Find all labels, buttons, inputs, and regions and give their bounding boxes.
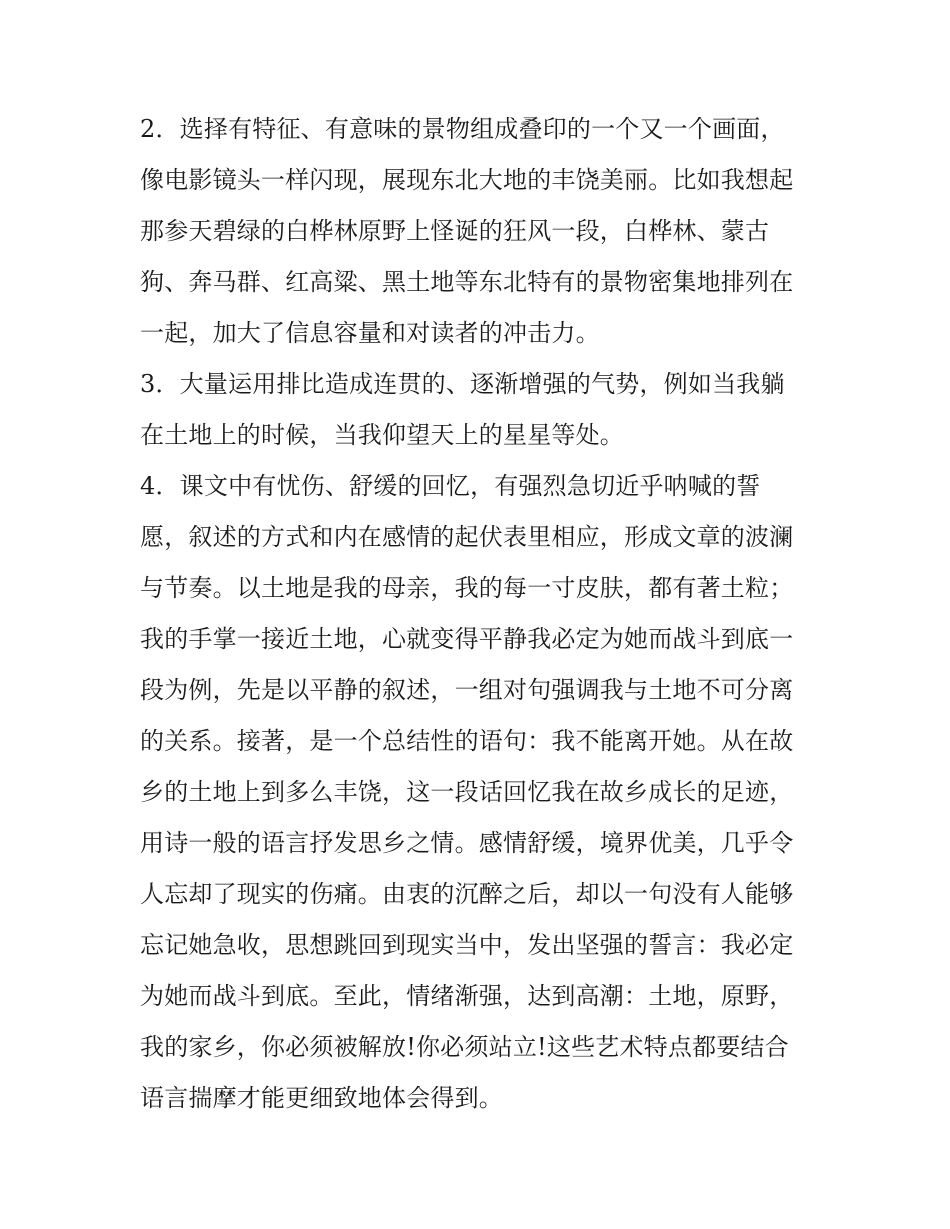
text-line: 与节奏。以土地是我的母亲，我的每一寸皮肤，都有著土粒； <box>140 574 794 602</box>
text-line: 狗、奔马群、红高粱、黑土地等东北特有的景物密集地排列在 <box>140 268 794 296</box>
text-line: 4．课文中有忧伤、舒缓的回忆，有强烈急切近乎呐喊的誓 <box>140 472 761 500</box>
text-line: 为她而战斗到底。至此，情绪渐强，达到高潮：土地，原野， <box>140 982 794 1010</box>
text-line: 愿，叙述的方式和内在感情的起伏表里相应，形成文章的波澜 <box>140 523 794 551</box>
text-line: 的关系。接著，是一个总结性的语句：我不能离开她。从在故 <box>140 727 794 755</box>
text-line: 忘记她急收，思想跳回到现实当中，发出坚强的誓言：我必定 <box>140 931 794 959</box>
text-line: 一起，加大了信息容量和对读者的冲击力。 <box>140 319 600 347</box>
text-line: 在土地上的时候，当我仰望天上的星星等处。 <box>140 421 624 449</box>
text-line: 段为例，先是以平静的叙述，一组对句强调我与土地不可分离 <box>140 676 794 704</box>
text-line: 那参天碧绿的白桦林原野上怪诞的狂风一段，白桦林、蒙古 <box>140 217 770 245</box>
text-line: 人忘却了现实的伤痛。由衷的沉醉之后，却以一句没有人能够 <box>140 880 794 908</box>
text-line: 像电影镜头一样闪现，展现东北大地的丰饶美丽。比如我想起 <box>140 166 794 194</box>
text-line: 3．大量运用排比造成连贯的、逐渐增强的气势，例如当我躺 <box>140 370 785 398</box>
text-line: 我的手掌一接近土地，心就变得平静我必定为她而战斗到底一 <box>140 625 794 653</box>
text-line: 语言揣摩才能更细致地体会得到。 <box>140 1084 503 1112</box>
text-line: 用诗一般的语言抒发思乡之情。感情舒缓，境界优美，几乎令 <box>140 829 794 857</box>
body-text <box>140 104 816 1124</box>
text-line: 乡的土地上到多么丰饶，这一段话回忆我在故乡成长的足迹， <box>140 778 794 806</box>
text-line: 我的家乡，你必须被解放!你必须站立!这些艺术特点都要结合 <box>140 1033 789 1061</box>
text-line: 2．选择有特征、有意味的景物组成叠印的一个又一个画面， <box>140 115 785 143</box>
